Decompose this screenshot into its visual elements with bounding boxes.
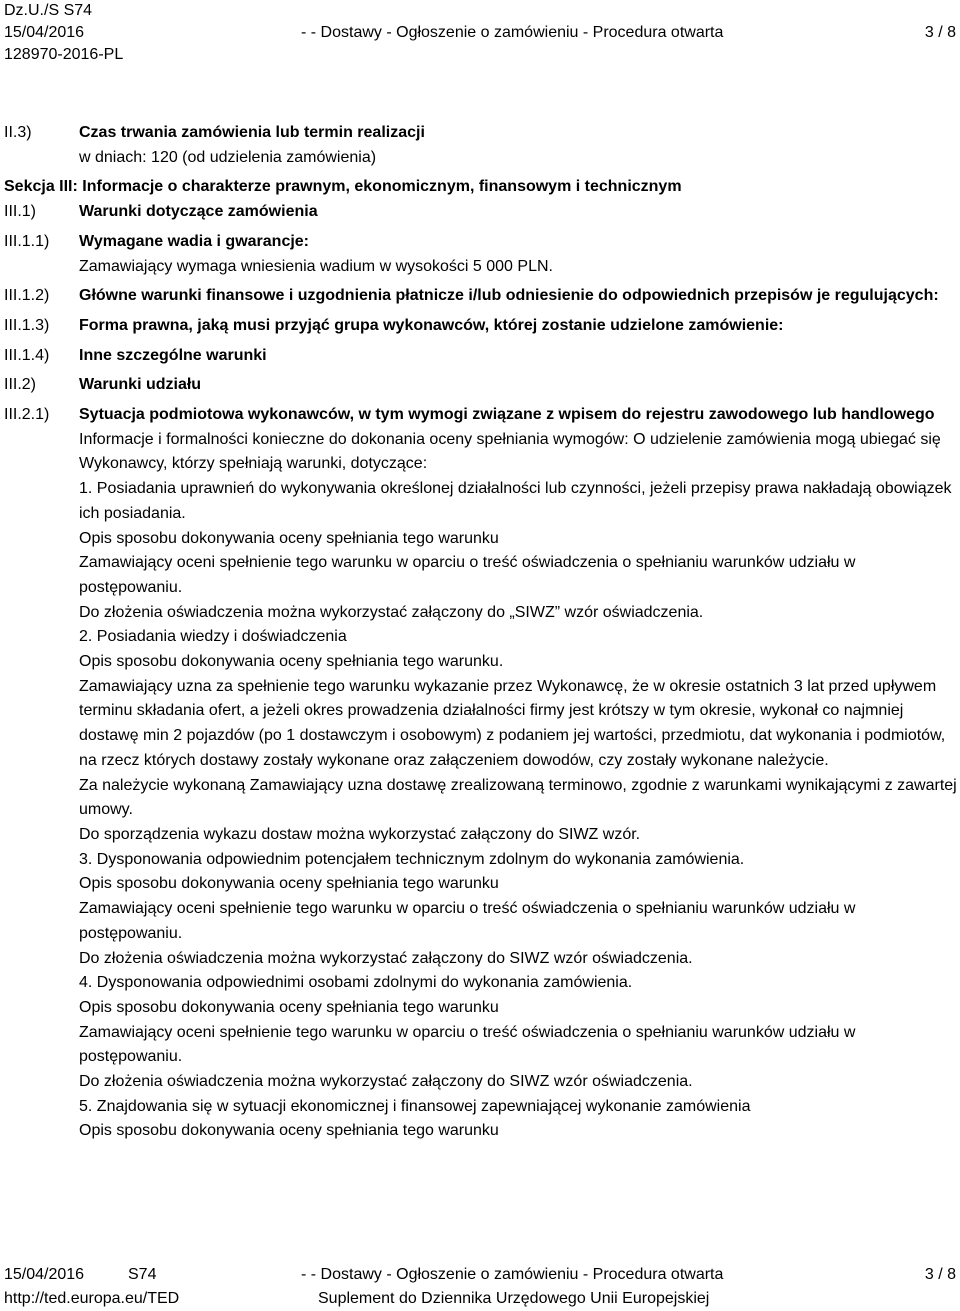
section-number: III.1.2) [4, 287, 50, 305]
footer-row-1 [4, 1263, 956, 1287]
section-III13 [4, 314, 958, 339]
footer-supplement: Suplement do Dziennika Urzędowego Unii Europejskiej [318, 1290, 710, 1307]
section-III12 [4, 284, 958, 309]
footer-row-2 [4, 1287, 956, 1311]
footer-series: S74 [128, 1266, 157, 1283]
footer-page-number: 3 / 8 [924, 1266, 956, 1283]
section-number: III.1.3) [4, 316, 50, 334]
section-number: III.1.1) [4, 232, 50, 250]
journal-ref: Dz.U./S S74 [4, 2, 93, 19]
footer-date: 15/04/2016 [4, 1266, 85, 1283]
section-title: Czas trwania zamówienia lub termin realizacji [79, 124, 425, 141]
section-title: Warunki udziału [79, 376, 202, 394]
section-title: Inne szczególne warunki [79, 346, 267, 364]
paragraph: Do złożenia oświadczenia można wykorzystać załączony do SIWZ wzór oświadczenia. [79, 1073, 693, 1091]
paragraph: Zamawiający oceni spełnienie tego warunku w oparciu o treść oświadczenia o spełnianiu warunków udziału w postępowaniu. [79, 900, 856, 942]
header-row-1 [4, 0, 956, 22]
section-text: Zamawiający wymaga wniesienia wadium w wysokości 5 000 PLN. [79, 257, 553, 275]
section-text: w dniach: 120 (od udzielenia zamówienia) [79, 148, 377, 166]
paragraph: Opis sposobu dokonywania oceny spełniania tego warunku [79, 998, 499, 1016]
section-title: Główne warunki finansowe i uzgodnienia płatnicze i/lub odniesienie do odpowiednich przepisów je regulujących: [79, 287, 939, 305]
section-title: Wymagane wadia i gwarancje: [79, 232, 310, 250]
notice-id: 128970-2016-PL [4, 46, 124, 63]
section-title: Sytuacja podmiotowa wykonawców, w tym wymogi związane z wpisem do rejestru zawodowego lub handlowego [79, 406, 935, 424]
section-number: II.3) [4, 124, 32, 141]
paragraph: Do złożenia oświadczenia można wykorzystać załączony do SIWZ wzór oświadczenia. [79, 949, 693, 967]
paragraph: Zamawiający oceni spełnienie tego warunku w oparciu o treść oświadczenia o spełnianiu warunków udziału w postępowaniu. [79, 554, 856, 596]
header-page-number: 3 / 8 [924, 24, 956, 41]
footer-url[interactable]: http://ted.europa.eu/TED [4, 1290, 180, 1307]
paragraph: Informacje i formalności konieczne do dokonania oceny spełniania wymogów: O udzielenie zamówienia mogą ubiegać się Wykonawcy, którzy spełniają warunki, dotyczące: [79, 430, 941, 473]
paragraph: Opis sposobu dokonywania oceny spełniania tego warunku [79, 875, 499, 893]
paragraph: Za należycie wykonaną Zamawiający uzna dostawę zrealizowaną terminowo, zgodnie z warunkami wynikającymi z zawartej umowy. [79, 776, 957, 819]
document-body [4, 121, 958, 1144]
paragraph: Opis sposobu dokonywania oceny spełniania tego warunku. [79, 653, 504, 671]
section-III21 [4, 403, 958, 1144]
section-number: III.2.1) [4, 406, 50, 424]
paragraph: Opis sposobu dokonywania oceny spełniania tego warunku [79, 529, 499, 547]
paragraph: Do sporządzenia wykazu dostaw można wykorzystać załączony do SIWZ wzór. [79, 825, 641, 843]
section-III2 [4, 373, 958, 398]
paragraph: Zamawiający oceni spełnienie tego warunku w oparciu o treść oświadczenia o spełnianiu warunków udziału w postępowaniu. [79, 1023, 856, 1066]
section-number: III.1.4) [4, 346, 50, 364]
section-number: III.2) [4, 376, 37, 394]
paragraph: 5. Znajdowania się w sytuacji ekonomicznej i finansowej zapewniającej wykonanie zamówienia [79, 1097, 751, 1115]
header-row-2 [4, 22, 956, 44]
paragraph: 4. Dysponowania odpowiednimi osobami zdolnymi do wykonania zamówienia. [79, 974, 633, 992]
section-II3 [4, 121, 958, 170]
paragraph: Opis sposobu dokonywania oceny spełniania tego warunku [79, 1122, 499, 1140]
header-row-3 [4, 44, 956, 66]
section-title: Forma prawna, jaką musi przyjąć grupa wykonawców, której zostanie udzielone zamówienie: [79, 316, 784, 334]
paragraph: Do złożenia oświadczenia można wykorzystać załączony do „SIWZ” wzór oświadczenia. [79, 603, 704, 621]
paragraph: 1. Posiadania uprawnień do wykonywania określonej działalności lub czynności, jeżeli przepisy prawa nakładają obowiązek ich posiadania. [79, 480, 952, 522]
section-title: Warunki dotyczące zamówienia [79, 203, 318, 221]
footer-title: - - Dostawy - Ogłoszenie o zamówieniu - Procedura otwarta [301, 1266, 724, 1283]
header-title: - - Dostawy - Ogłoszenie o zamówieniu - Procedura otwarta [301, 24, 724, 41]
section-number: III.1) [4, 203, 37, 221]
section-III1 [4, 200, 958, 225]
header-date: 15/04/2016 [4, 24, 85, 41]
page-footer [4, 1263, 956, 1311]
paragraph: 2. Posiadania wiedzy i doświadczenia [79, 628, 347, 646]
paragraph: Zamawiający uzna za spełnienie tego warunku wykazanie przez Wykonawcę, że w okresie ostatnich 3 lat przed upływem terminu składania ofert, a jeżeli okres prowadzenia działalności firmy jest krótszy w tym okresie, wykonał co najmniej dostawę min 2 pojazdów (po 1 dostawczym i osobowym) z podaniem jej wartości, przedmiotu, dat wykonania i podmiotów, na rzecz których dostawy zostały wykonane oraz załączeniem dowodów, czy zostały wykonane należycie. [79, 677, 946, 769]
section-III14 [4, 344, 958, 369]
section-3-heading: Sekcja III: Informacje o charakterze prawnym, ekonomicznym, finansowym i technicznym [4, 178, 682, 196]
page-header [4, 0, 956, 66]
paragraph: 3. Dysponowania odpowiednim potencjałem technicznym zdolnym do wykonania zamówienia. [79, 850, 745, 868]
section-III11 [4, 230, 958, 279]
